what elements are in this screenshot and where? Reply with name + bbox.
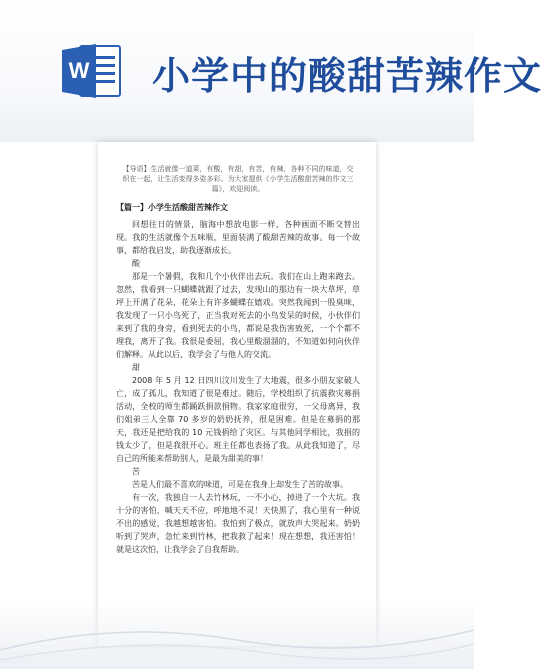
sweet-label: 甜 [132,363,140,372]
guide-text: 【导语】生活就像一道菜，有酸，有甜，有苦，有辣，各种不同的味道，交织在一起，让生活变得多姿多彩。为大家提供《小学生活酸甜苦辣的作文三篇》，欢迎阅读。 [122,165,354,193]
word-doc-icon [60,40,124,102]
document-banner [0,0,542,142]
word-letter: W [68,58,90,83]
bitter-label: 苦 [132,467,140,476]
section-title: 【篇一】小学生活酸甜苦辣作文 [116,203,228,212]
paragraph-sweet: 2008 年 5 月 12 日四川汶川发生了大地震，很多小朋友家破人亡，成了孤儿，我知道了很是难过。随后，学校组织了抗震救灾募捐活动，全校的师生都踊跃捐款捐物。我家家庭很穷，一父母离异，我们姐弟三人全靠 70 多岁的奶奶抚养，很是困难。但是在募捐的那天，我还是把给我的 10 元钱捐给了灾区。与其他同学相比，我捐的钱太少了，但是我很开心。班主任都也表扬了我。从此我知道了，尽自己的所能来帮助别人，是最为甜美的事！ [116,376,360,463]
document-body [116,150,360,556]
paragraph-bitter-intro: 苦是人们最不喜欢的味道，可是在我身上却发生了苦的故事。 [132,480,348,489]
paragraph-bitter-story: 有一次，我独自一人去竹林玩，一不小心，掉进了一个大坑。我十分的害怕，喊天天不应，呼地地不灵！天快黑了，我心里有一种说不出的感觉，我越想越害怕。我怕到了极点，就放声大哭起来。奶奶听到了哭声，急忙来到竹林，把我救了起来！现在想想，我还害怕！就是这次怕，让我学会了自我帮助。 [116,493,360,554]
paragraph-intro: 回想往日的情景，脑海中想放电影一样，各种画面不断交替出现。我的生活就像个五味瓶，里面装满了酸甜苦辣的故事。每一个故事，都给我启发，助我逐渐成长。 [116,220,360,255]
paragraph-sour: 那是一个暑假，我和几个小伙伴出去玩。我们在山上跑来跑去。忽然，我看到一只蝴蝶就跟了过去，发现山的那边有一块大草坪，草坪上开满了花朵，花朵上有许多蝴蝶在嬉戏。突然我闻到一股臭味，我发现了一只小鸟死了，正当我对死去的小鸟发呆的时候，小伙伴们来到了我的身旁，看到死去的小鸟，都说是我伤害致死，一个个都不理我，离开了我。我很是委屈，我心里酸溜溜的，不知道如何向伙伴们解释。从此以后，我学会了与他人的交流。 [116,272,360,359]
decorative-waves [0,610,474,669]
sour-label: 酸 [132,259,140,268]
page-title: 小学中的酸甜苦辣作文 [152,53,542,98]
